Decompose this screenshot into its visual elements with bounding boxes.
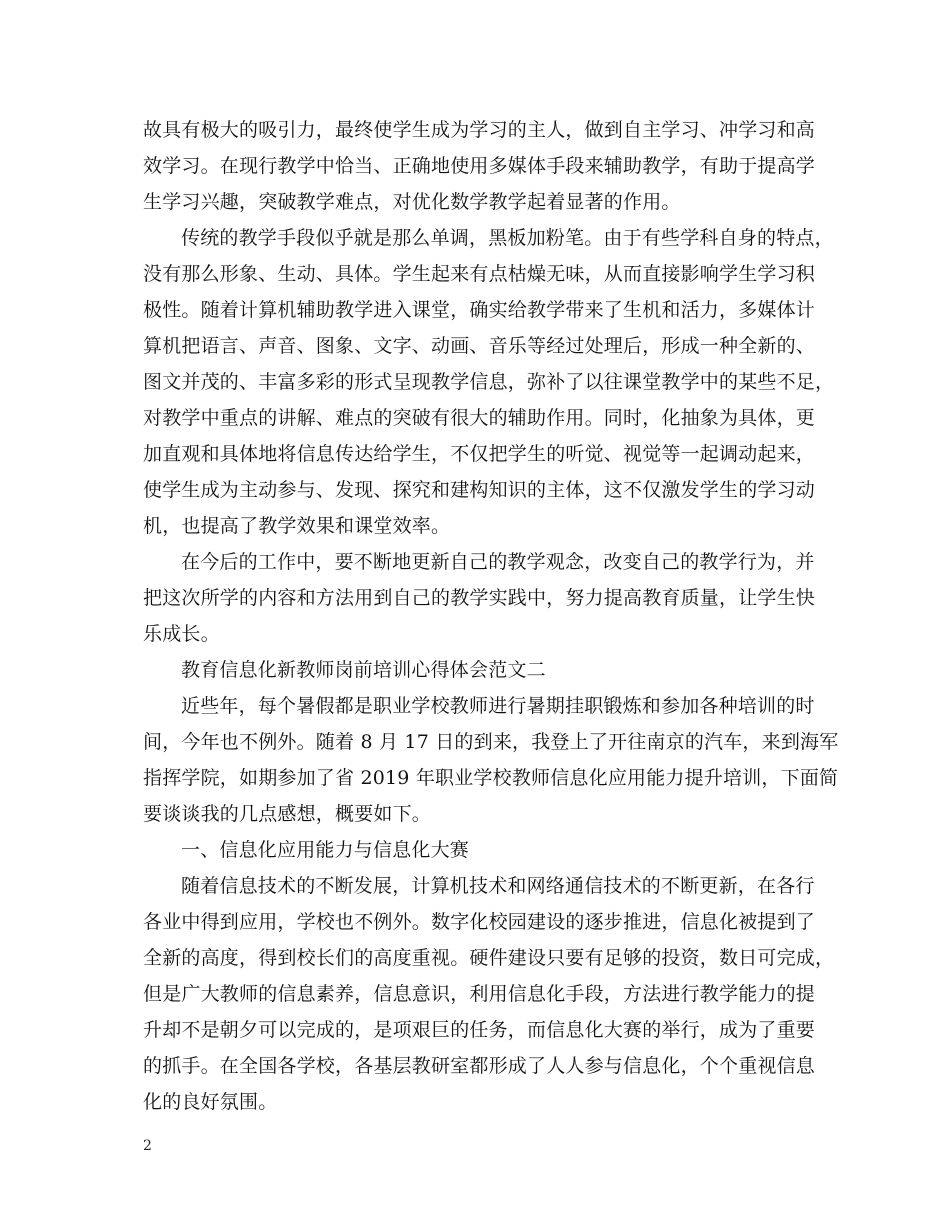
text-line: 乐成长。 <box>143 623 220 645</box>
text-line: 但是广大教师的信息素养，信息意识，利用信息化手段，方法进行教学能力的提 <box>143 983 816 1005</box>
section-heading: 一、信息化应用能力与信息化大赛 <box>181 839 470 861</box>
text-line: 生学习兴趣，突破教学难点，对优化数学教学起着显著的作用。 <box>143 191 681 213</box>
text-line: 间，今年也不例外。随着 8 月 17 日的到来，我登上了开往南京的汽车，来到海军 <box>143 731 839 753</box>
text-line: 化的良好氛围。 <box>143 1091 278 1113</box>
text-line: 升却不是朝夕可以完成的，是项艰巨的任务，而信息化大赛的举行，成为了重要 <box>143 1019 816 1041</box>
text-line: 全新的高度，得到校长们的高度重视。硬件建设只要有足够的投资，数日可完成， <box>143 947 835 969</box>
text-line: 图文并茂的、丰富多彩的形式呈现教学信息，弥补了以往课堂教学中的某些不足， <box>143 371 835 393</box>
text-line: 传统的教学手段似乎就是那么单调，黑板加粉笔。由于有些学科自身的特点， <box>181 227 834 249</box>
text-line: 随着信息技术的不断发展，计算机技术和网络通信技术的不断更新，在各行 <box>181 875 815 897</box>
text-line: 故具有极大的吸引力，最终使学生成为学习的主人，做到自主学习、冲学习和高 <box>143 119 816 141</box>
text-line: 在今后的工作中，要不断地更新自己的教学观念，改变自己的教学行为，并 <box>181 551 815 573</box>
text-line: 各业中得到应用，学校也不例外。数字化校园建设的逐步推进，信息化被提到了 <box>143 911 816 933</box>
text-line: 近些年，每个暑假都是职业学校教师进行暑期挂职锻炼和参加各种培训的时 <box>181 695 815 717</box>
text-line: 的抓手。在全国各学校，各基层教研室都形成了人人参与信息化，个个重视信息 <box>143 1055 816 1077</box>
text-line: 对教学中重点的讲解、难点的突破有很大的辅助作用。同时，化抽象为具体，更 <box>143 407 816 429</box>
section-title: 教育信息化新教师岗前培训心得体会范文二 <box>181 659 546 681</box>
text-line: 机，也提高了教学效果和课堂效率。 <box>143 515 451 537</box>
text-line: 使学生成为主动参与、发现、探究和建构知识的主体，这不仅激发学生的学习动 <box>143 479 816 501</box>
text-line: 指挥学院，如期参加了省 2019 年职业学校教师信息化应用能力提升培训，下面简 <box>143 767 839 789</box>
text-line: 效学习。在现行教学中恰当、正确地使用多媒体手段来辅助教学，有助于提高学 <box>143 155 816 177</box>
text-line: 把这次所学的内容和方法用到自己的教学实践中，努力提高教育质量，让学生快 <box>143 587 816 609</box>
text-line: 极性。随着计算机辅助教学进入课堂，确实给教学带来了生机和活力，多媒体计 <box>143 299 816 321</box>
page-number: 2 <box>143 1138 152 1154</box>
text-line: 加直观和具体地将信息传达给学生，不仅把学生的听觉、视觉等一起调动起来， <box>143 443 816 465</box>
text-line: 没有那么形象、生动、具体。学生起来有点枯燥无味，从而直接影响学生学习积 <box>143 263 816 285</box>
text-line: 要谈谈我的几点感想，概要如下。 <box>143 803 432 825</box>
text-line: 算机把语言、声音、图象、文字、动画、音乐等经过处理后，形成一种全新的、 <box>143 335 816 357</box>
